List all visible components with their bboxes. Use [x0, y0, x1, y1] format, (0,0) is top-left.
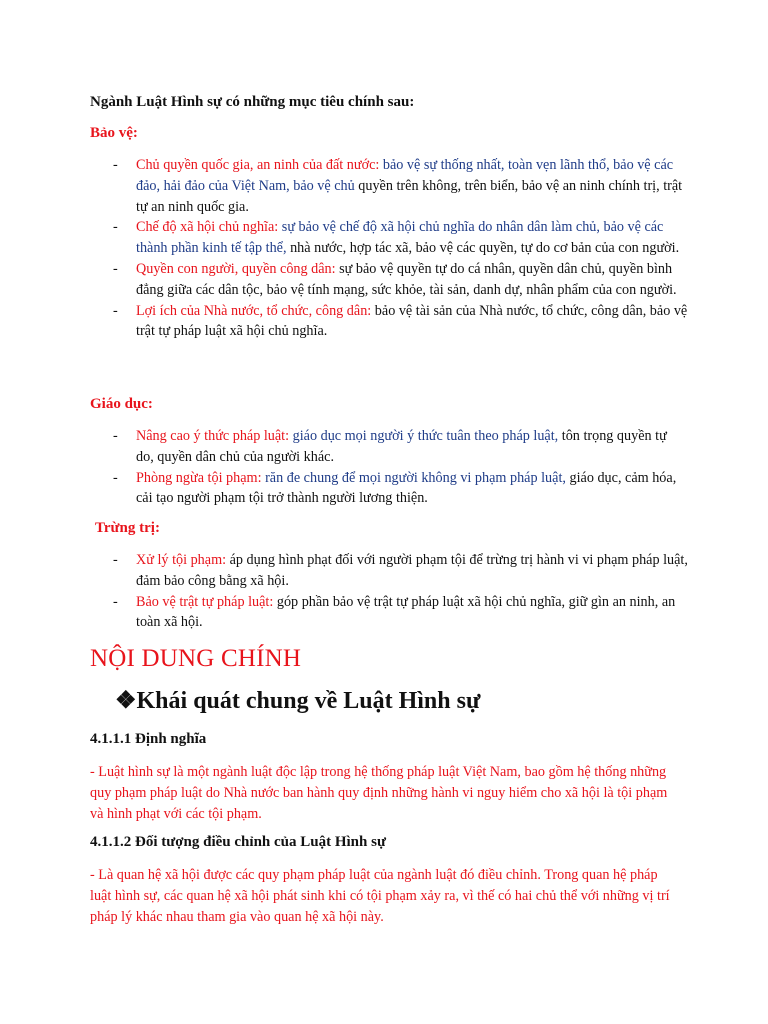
- item-desc-highlight: bảo vệ sự thống nhất, toàn vẹn lãnh thổ, bảo vệ các đảo, hải đảo của Việt Nam, bảo vệ chủ: [136, 157, 674, 194]
- item-desc: tôn trọng quyền tự do, quyền dân chủ của người khác.: [136, 428, 667, 465]
- list-item: [0, 550, 768, 592]
- list-item: [0, 468, 768, 510]
- item-desc-highlight: giáo dục mọi người ý thức tuân theo pháp luật,: [289, 428, 559, 444]
- item-term: Quyền con người, quyền công dân:: [136, 260, 336, 277]
- item-term: Xử lý tội phạm:: [136, 552, 227, 568]
- list-item: [0, 259, 768, 301]
- dash-bullet: -: [113, 593, 118, 610]
- section-heading-trung-tri: Trừng trị:: [95, 520, 160, 536]
- item-desc: sự bảo vệ quyền tự do cá nhân, quyền dân chủ, quyền bình đẳng giữa các dân tộc, bảo vệ tính mạng, sức khỏe, tài sản, danh dự, nhân phẩm của con người.: [136, 260, 677, 298]
- main-title: NỘI DUNG CHÍNH: [90, 645, 302, 672]
- list-item: [0, 592, 768, 634]
- section-subtitle: ❖Khái quát chung về Luật Hình sự: [115, 688, 481, 714]
- dash-bullet: -: [113, 219, 118, 236]
- dash-bullet: -: [113, 302, 118, 319]
- item-desc: quyền trên không, trên biển, bảo vệ an ninh chính trị, trật tự an ninh quốc gia.: [136, 177, 683, 215]
- subsection-heading-definition: 4.1.1.1 Định nghĩa: [90, 731, 207, 747]
- item-term: Chủ quyền quốc gia, an ninh của đất nước:: [136, 157, 380, 173]
- item-desc-highlight: sự bảo vệ chế độ xã hội chủ nghĩa do nhân dân làm chủ, bảo vệ các thành phần kinh tế tập thể,: [136, 219, 664, 257]
- list-item: [0, 426, 768, 468]
- item-desc: áp dụng hình phạt đối với người phạm tội để trừng trị hành vi vi phạm pháp luật, đảm bảo công bằng xã hội.: [136, 552, 688, 589]
- item-term: Lợi ích của Nhà nước, tổ chức, công dân:: [136, 302, 372, 319]
- dash-bullet: -: [113, 469, 118, 486]
- item-desc-highlight: răn đe chung để mọi người không vi phạm pháp luật,: [261, 469, 566, 486]
- section-heading-giao-duc: Giáo dục:: [90, 396, 153, 412]
- item-desc: góp phần bảo vệ trật tự pháp luật xã hội chủ nghĩa, giữ gìn an ninh, an toàn xã hội.: [136, 593, 676, 631]
- list-item: [0, 301, 768, 343]
- item-desc: nhà nước, hợp tác xã, bảo vệ các quyền, tự do cơ bản của con người.: [286, 240, 680, 257]
- trung-tri-list: [0, 550, 768, 633]
- item-term: Phòng ngừa tội phạm:: [136, 469, 262, 486]
- list-item: [0, 155, 768, 217]
- definition-paragraph: - Luật hình sự là một ngành luật độc lập trong hệ thống pháp luật Việt Nam, bao gồm hệ thống những quy phạm pháp luật do Nhà nước ban hành quy định những hành vi nguy hiểm cho xã hội là tội phạm và hình phạt với các tội phạm.: [90, 764, 668, 822]
- item-term: Chế độ xã hội chủ nghĩa:: [136, 219, 279, 236]
- item-desc: bảo vệ tài sản của Nhà nước, tổ chức, công dân, bảo vệ trật tự pháp luật xã hội chủ nghĩa.: [136, 302, 688, 340]
- dash-bullet: -: [113, 428, 118, 444]
- dash-bullet: -: [113, 157, 118, 173]
- intro-heading: Ngành Luật Hình sự có những mục tiêu chính sau:: [90, 94, 415, 110]
- bao-ve-list: [0, 155, 768, 342]
- section-heading-bao-ve: Bảo vệ:: [90, 125, 138, 141]
- item-desc: giáo dục, cảm hóa, cải tạo người phạm tội trở thành người lương thiện.: [136, 469, 677, 507]
- item-term: Bảo vệ trật tự pháp luật:: [136, 593, 274, 610]
- giao-duc-list: [0, 426, 768, 509]
- subsection-heading-scope: 4.1.1.2 Đối tượng điều chỉnh của Luật Hình sự: [90, 834, 386, 850]
- scope-paragraph: - Là quan hệ xã hội được các quy phạm pháp luật của ngành luật đó điều chỉnh. Trong quan hệ pháp luật hình sự, các quan hệ xã hội phát sinh khi có tội phạm xảy ra, vì thế có hai chủ thể với những vị trí pháp lý khác nhau tham gia vào quan hệ xã hội này.: [90, 867, 670, 925]
- dash-bullet: -: [113, 552, 118, 568]
- item-term: Nâng cao ý thức pháp luật:: [136, 428, 290, 444]
- dash-bullet: -: [113, 260, 118, 277]
- list-item: [0, 217, 768, 259]
